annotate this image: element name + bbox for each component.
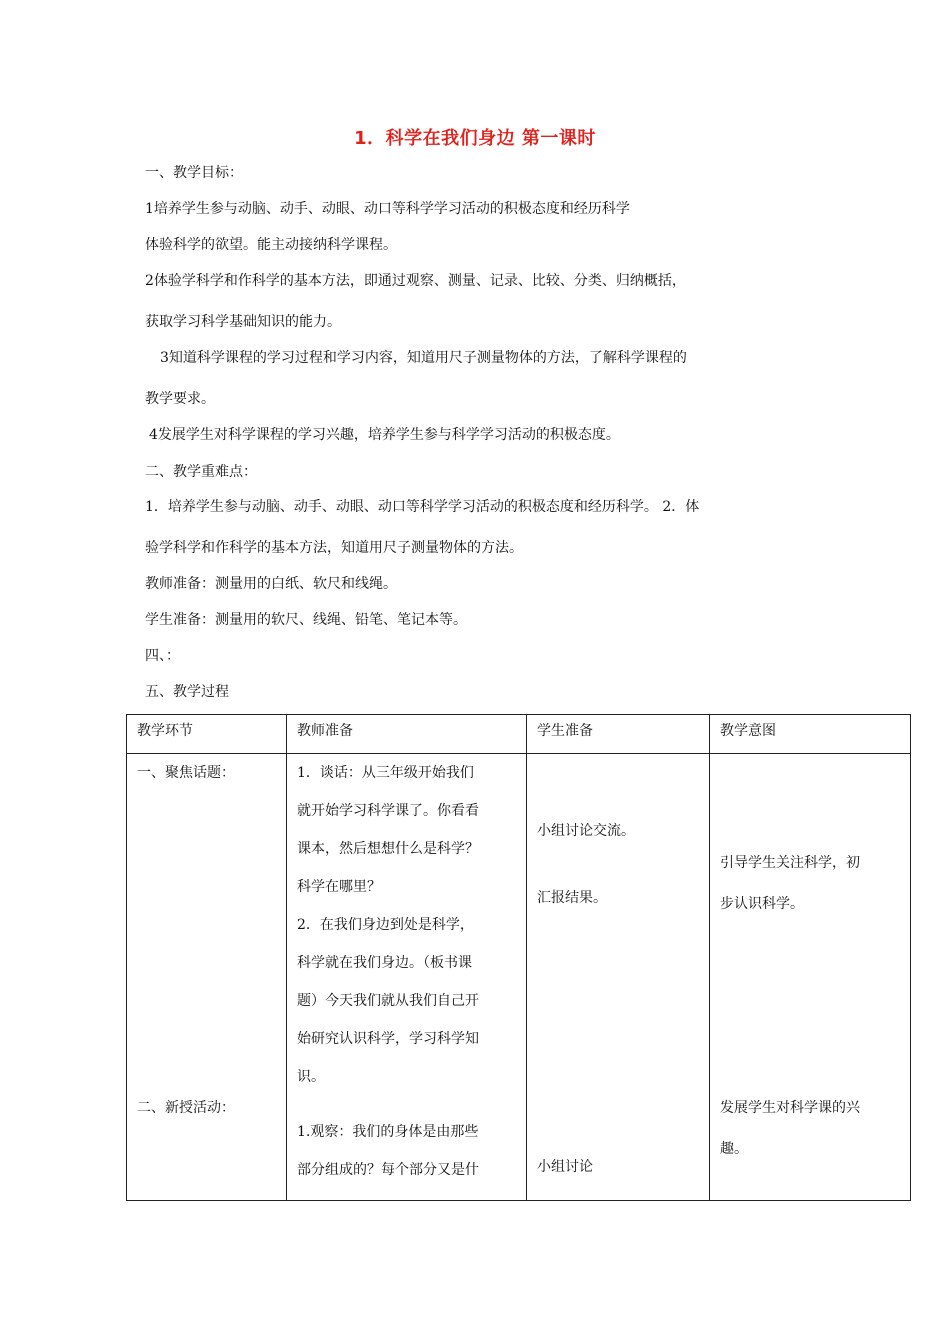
teacher-line: 课本，然后想想什么是科学？ <box>297 841 479 857</box>
intent-line: 引导学生关注科学，初 <box>720 855 860 871</box>
teaching-process-table <box>126 714 911 1201</box>
header-cell <box>527 715 710 754</box>
teacher-preparation: 教师准备：测量用的白纸、软尺和线绳。 <box>145 576 397 592</box>
student-preparation: 学生准备：测量用的软尺、线绳、铅笔、笔记本等。 <box>145 612 467 628</box>
teacher-cell <box>287 754 527 1201</box>
teacher-line: 科学在哪里？ <box>297 879 381 895</box>
student-line: 小组讨论 <box>537 1159 593 1175</box>
header-cell <box>710 715 911 754</box>
key-points-line2: 验学科学和作科学的基本方法，知道用尺子测量物体的方法。 <box>145 540 523 556</box>
table-header-row <box>127 715 911 754</box>
teacher-line: 1．谈话：从三年级开始我们 <box>297 765 474 781</box>
stage-cell <box>127 754 287 1201</box>
teacher-line: 就开始学习科学课了。你看看 <box>297 803 479 819</box>
header-teacher-prep: 教师准备 <box>297 723 353 739</box>
goal4-line: 4发展学生对科学课程的学习兴趣，培养学生参与科学学习活动的积极态度。 <box>149 427 620 443</box>
intent-line: 趣。 <box>720 1141 748 1157</box>
stage-new-activity: 二、新授活动： <box>137 1100 235 1116</box>
goal1-line2: 体验科学的欲望。能主动接纳科学课程。 <box>145 237 397 253</box>
intent-line: 发展学生对科学课的兴 <box>720 1100 860 1116</box>
teacher-line: 题）今天我们就从我们自己开 <box>297 993 479 1009</box>
header-cell <box>127 715 287 754</box>
key-points-heading: 二、教学重难点： <box>145 464 257 480</box>
teacher-line: 部分组成的？每个部分又是什 <box>297 1162 479 1178</box>
stage-focus-topic: 一、聚焦话题： <box>137 765 235 781</box>
student-cell <box>527 754 710 1201</box>
goal2-line1: 2体验学科学和作科学的基本方法，即通过观察、测量、记录、比较、分类、归纳概括， <box>145 273 686 289</box>
goal3-line2: 教学要求。 <box>145 391 215 407</box>
key-points-line1: 1．培养学生参与动脑、动手、动眼、动口等科学学习活动的积极态度和经历科学。 2．体 <box>145 499 700 515</box>
intent-cell <box>710 754 911 1201</box>
header-teaching-intent: 教学意图 <box>720 723 776 739</box>
header-teaching-stage: 教学环节 <box>137 723 193 739</box>
header-cell <box>287 715 527 754</box>
section-five-heading: 五、教学过程 <box>145 684 229 700</box>
section-four-heading: 四、： <box>145 648 180 664</box>
student-line: 汇报结果。 <box>537 890 607 906</box>
student-line: 小组讨论交流。 <box>537 823 635 839</box>
goals-heading: 一、教学目标： <box>145 165 243 181</box>
teacher-line: 1.观察：我们的身体是由那些 <box>297 1124 479 1140</box>
teacher-line: 始研究认识科学，学习科学知 <box>297 1031 479 1047</box>
goal2-line2: 获取学习科学基础知识的能力。 <box>145 314 341 330</box>
table-row <box>127 754 911 1201</box>
goal1-line1: 1培养学生参与动脑、动手、动眼、动口等科学学习活动的积极态度和经历科学 <box>145 201 630 217</box>
teacher-line: 识。 <box>297 1069 325 1085</box>
teacher-line: 科学就在我们身边。（板书课 <box>297 955 472 971</box>
intent-line: 步认识科学。 <box>720 896 804 912</box>
teacher-line: 2．在我们身边到处是科学， <box>297 917 474 933</box>
header-student-prep: 学生准备 <box>537 723 593 739</box>
goal3-line1: 3知道科学课程的学习过程和学习内容，知道用尺子测量物体的方法，了解科学课程的 <box>160 350 687 366</box>
lesson-title: 1．科学在我们身边 第一课时 <box>354 128 596 149</box>
